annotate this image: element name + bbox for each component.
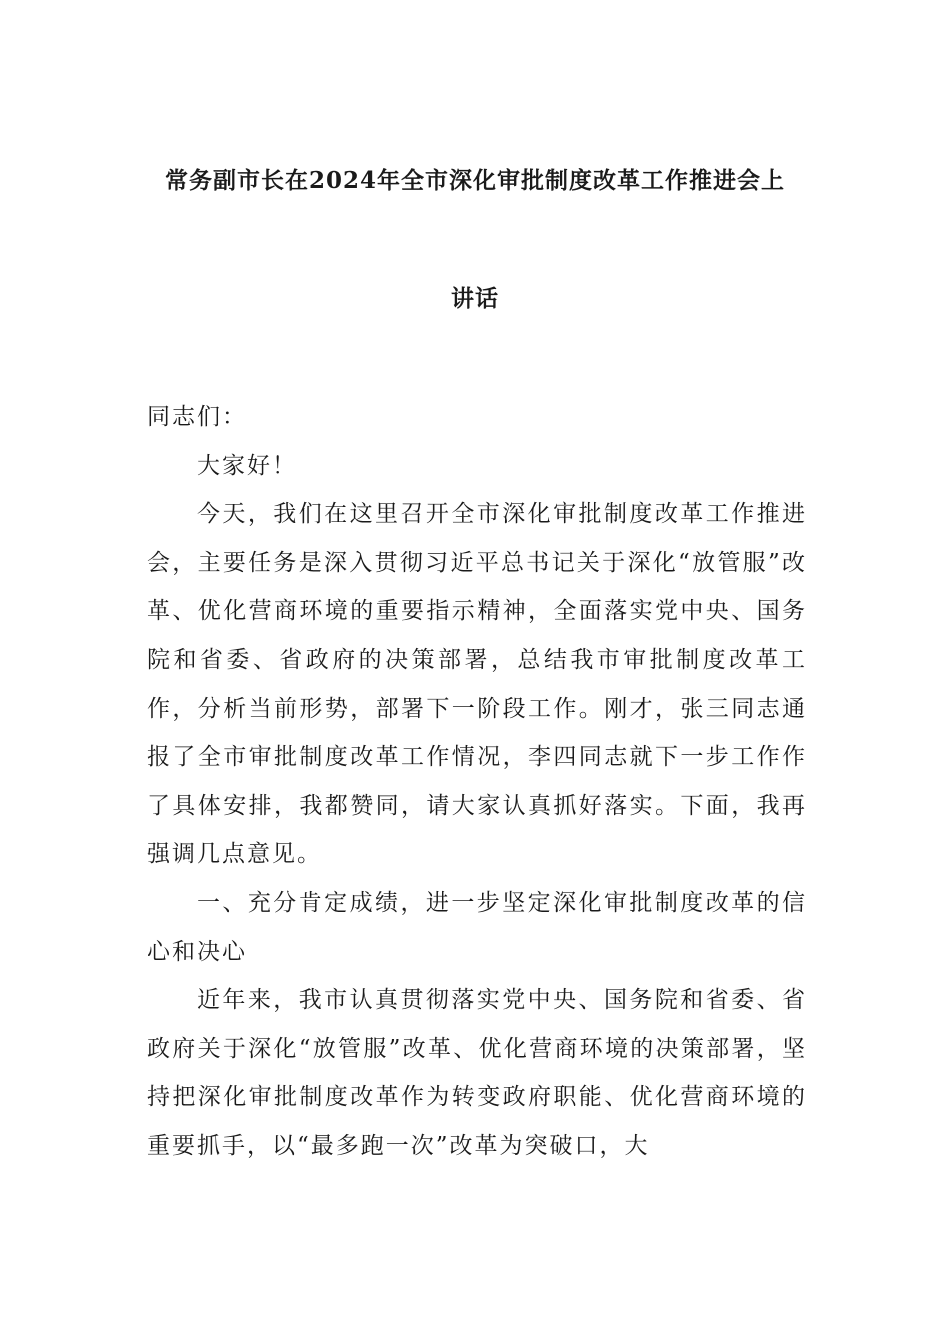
document-title-line-1: 常务副市长在2024年全市深化审批制度改革工作推进会上	[164, 167, 785, 194]
document-body	[147, 393, 807, 1171]
intro-paragraph: 今天，我们在这里召开全市深化审批制度改革工作推进会，主要任务是深入贯彻习近平总书记关于深化“放管服”改革、优化营商环境的重要指示精神，全面落实党中央、国务院和省委、省政府的决策部署，总结我市审批制度改革工作，分析当前形势，部署下一阶段工作。刚才，张三同志通报了全市审批制度改革工作情况，李四同志就下一步工作作了具体安排，我都赞同，请大家认真抓好落实。下面，我再强调几点意见。	[147, 501, 807, 868]
section-1-paragraph: 近年来，我市认真贯彻落实党中央、国务院和省委、省政府关于深化“放管服”改革、优化营商环境的决策部署，坚持把深化审批制度改革作为转变政府职能、优化营商环境的重要抓手，以“最多跑一次”改革为突破口，大	[147, 987, 807, 1159]
document-title-line-2: 讲话	[451, 285, 499, 312]
salutation: 同志们：	[147, 404, 247, 430]
section-heading-1: 一、充分肯定成绩，进一步坚定深化审批制度改革的信心和决心	[147, 889, 807, 965]
greeting-paragraph: 大家好！	[197, 452, 297, 479]
